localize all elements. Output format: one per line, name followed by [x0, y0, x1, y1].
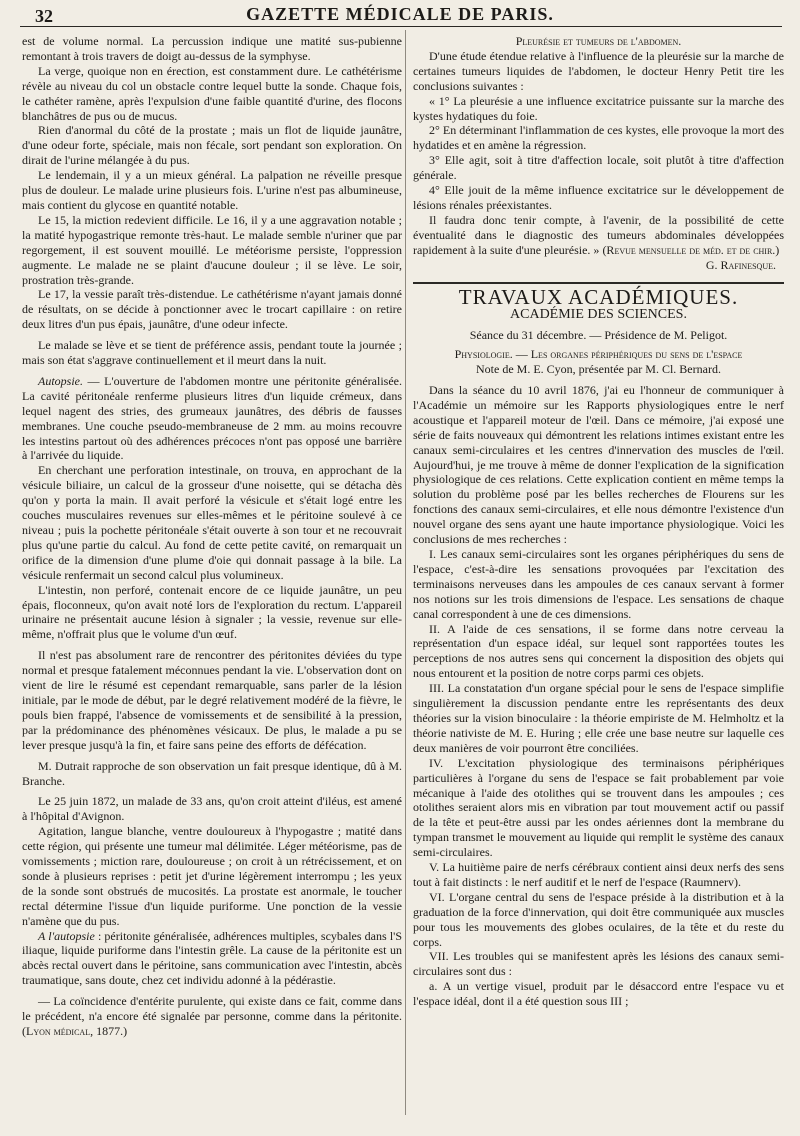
section-title: TRAVAUX ACADÉMIQUES. — [458, 284, 739, 309]
section-rule — [413, 282, 784, 284]
article-heading: Physiologie. — Les organes périphériques du sens de l'espace — [454, 347, 743, 362]
paragraph: Le 25 juin 1872, un malade de 33 ans, qu'on croit atteint d'iléus, est amené à l'hôpital d'Avignon. — [22, 794, 402, 824]
source-citation: (Revue mensuelle de méd. et de chir.) — [602, 242, 780, 257]
paragraph: I. Les canaux semi-circulaires sont les organes périphériques du sens de l'espace, c'est-à-dire les sensations provoquées par l'excitation des terminaisons nerveuses dans les ampoules de ces canaux servant à former nos notions sur les trois dimensions de l'espace. Les sensations de chaque canal correspondent à une de ces dimensions. — [413, 547, 784, 621]
source-citation: (Lyon médical, 1877.) — [22, 1024, 128, 1038]
paragraph: VII. Les troubles qui se manifestent après les lésions des canaux semi-circulaires sont dus : — [413, 949, 784, 979]
autopsie-text: — L'ouverture de l'abdomen montre une péritonite généralisée. La cavité péritonéale renferme plusieurs litres d'un liquide crémeux, dans lequel nagent des stries, des grumeaux jaunâtres, des débris de fausses membranes. Une couche pseudo-membraneuse de 2 mm. au moins recouvre les intestins partout où des adhérences précoces n'ont pas opposé une barrière à l'arrivée du liquide. — [22, 373, 402, 463]
paragraph: Le lendemain, il y a un mieux général. La palpation ne réveille presque plus de douleur. Le malade urine plusieurs fois. L'urine n'est pas albumineuse, mais contient du glycose en quantité notable. — [22, 168, 402, 212]
paragraph: M. Dutrait rapproche de son observation un fait presque identique, dû à M. Branche. — [22, 758, 402, 788]
paragraph: est de volume normal. La percussion indique une matité sus-pubienne remontant à trois travers de doigt au-dessus de la symphyse. — [22, 34, 402, 63]
paragraph: 4° Elle jouit de la même influence excitatrice sur le développement de lésions rénales préexistantes. — [413, 183, 784, 212]
paragraph: Le malade se lève et se tient de préférence assis, pendant toute la journée ; mais son état s'aggrave continuellement et il meurt dans la nuit. — [22, 338, 402, 368]
column-divider — [405, 30, 406, 1115]
paragraph: a. A un vertige visuel, produit par le désaccord entre l'espace vu et l'espace idéal, dont il a été question sous III ; — [413, 979, 784, 1009]
paragraph: D'une étude étendue relative à l'influence de la pleurésie sur la marche de certaines tumeurs liquides de l'abdomen, le docteur Henry Petit tire les conclusions suivantes : — [413, 48, 784, 93]
paragraph: 3° Elle agit, soit à titre d'affection locale, soit plutôt à titre d'affection générale. — [413, 153, 784, 183]
section-heading: Pleurésie et tumeurs de l'abdomen. — [515, 34, 682, 48]
paragraph: VI. L'organe central du sens de l'espace préside à la distribution et à la graduation de la force d'innervation, qui doit être communiquée aux muscles pour tous les mouvements des globes oculaires, de la tête et du reste du corps. — [413, 889, 784, 949]
signature: G. Rafinesque. — [705, 257, 776, 272]
left-column — [22, 34, 402, 1039]
paragraph: Dans la séance du 10 avril 1876, j'ai eu l'honneur de communiquer à l'Académie un mémoire sur les Rapports physiologiques entre le nerf acoustique et l'appareil moteur de l'œil. Dans ce mémoire, j'ai exposé une série de faits nouveaux qui démontrent les relations intimes existant entre les canaux semi-circulaires et les centres d'innervation des muscles de l'œil. Aujourd'hui, je me trouve à même de donner l'explication de la signification physiologique de ces relations. Cette explication contient en même temps la solution du problème posé par les belles recherches de Flourens sur les fonctions des canaux semi-circulaires, et elle nous démontre l'existence d'un nouvel organe des sens ayant une haute importance physiologique. Voici les conclusions de mes recherches : — [413, 383, 784, 547]
paragraph: — La coïncidence d'entérite purulente, qui existe dans ce fait, comme dans le précédent, n'a encore été signalée par personne, comme dans la péritonite. (Lyon médical, 1877.) — [22, 994, 402, 1038]
paragraph: Le 17, la vessie paraît très-distendue. Le cathétérisme n'ayant jamais donné de résultats, on se décide à ponctionner avec le trocart capillaire : on retire deux litres d'un pus épais, jaunâtre, d'une odeur infecte. — [22, 287, 402, 332]
paragraph: Rien d'anormal du côté de la prostate ; mais un flot de liquide jaunâtre, d'une odeur forte, spéciale, mais non fécale, sort pendant son exploration. On dirait de l'urine mélangée à du pus. — [22, 123, 402, 168]
paragraph: II. A l'aide de ces sensations, il se forme dans notre cerveau la représentation d'un espace idéal, sur lequel sont rapportées toutes les perceptions de nos autres sens qui concernent la disposition des objets qui nous entourent et la position de notre corps parmi ces objets. — [413, 621, 784, 681]
paragraph: IV. L'excitation physiologique des terminaisons périphériques particulières à l'organe du sens de l'espace se fait probablement par voie mécanique à l'aide des otolithes qui se trouvent dans les ampoules ; ces otolithes seraient alors mis en vibration par tout mouvement actif ou passif de la tête et peut-être aussi par les ondes aériennes dont la membrane du tympan transmet le mouvement au liquide qui remplit le système des canaux semi-circulaires. — [413, 755, 784, 860]
paragraph: Le 15, la miction redevient difficile. Le 16, il y a une aggravation notable ; la matité hypogastrique remonte très-haut. Le malade semble n'uriner que par regorgement, il est souvent mouillé. Le météorisme persiste, l'oppression augmente. Le malade ne se plaint d'aucune douleur ; il se lève. Le soir, prostration très-grande. — [22, 212, 402, 287]
paragraph: Il n'est pas absolument rare de rencontrer des péritonites déviées du type normal et presque fatalement méconnues pendant la vie. L'observation dont on vient de lire le résumé est cependant remarquable, sans parler de la lésion initiale, par le mode de début, par le degré relativement modéré de la fièvre, le pouls bien frappé, l'absence de vomissements et de sensibilité à la pression, par la prédominance des phénomènes vésicaux. De plus, le malade a pu se lever presque jusqu'à la fin, et faire sans peine des efforts de défécation. — [22, 648, 402, 752]
autopsie-text: : péritonite généralisée, adhérences multiples, scybales dans l'S iliaque, liquide puriforme dans l'intestin grêle. La cause de la péritonite est un abcès rectal ouvert dans le péritoine, sans communication avec l'intestin, abcès traumatique, sans doute, chez cet individu adonné à la pédérastie. — [22, 928, 402, 988]
paragraph: 2° En déterminant l'inflammation de ces kystes, elle provoque la mort des hydatides et en amène la régression. — [413, 123, 784, 153]
paragraph: Agitation, langue blanche, ventre douloureux à l'hypogastre ; matité dans cette région, qui présente une tumeur mal délimitée. Léger météorisme, pas de vomissements ; miction rare, douloureuse ; on croit à un rétrécissement, et on sonde à plusieurs reprises : petit jet d'urine légèrement interrompu ; les yeux de la sonde sont obstrués de mucosités. La prostate est anormale, le toucher rectal détermine l'issue d'un liquide puriforme. Une ponction de la vessie n'amène que du pus. — [22, 824, 402, 928]
subsection-title: ACADÉMIE DES SCIENCES. — [510, 307, 687, 323]
article-byline: Note de M. E. Cyon, présentée par M. Cl. Bernard. — [476, 362, 721, 377]
paragraph: En cherchant une perforation intestinale, on trouva, en approchant de la vésicule biliaire, un calcul de la grosseur d'une noisette, qui se détacha dès qu'on y porta la main. Il avait perforé la vésicule et s'était logé entre les couches musculaires revenues sur elles-mêmes et le péritoine soulevé à ce niveau ; puis la pochette péritonéale s'était ouverte à son tour et ne recouvrait plus qu'une partie du calcul. Au fond de cette petite cavité, on remarquait un orifice de la dimension d'une plume d'oie qui donnait passage à la bile. La vésicule renfermait un second calcul plus volumineux. — [22, 463, 402, 582]
session-line: Séance du 31 décembre. — Présidence de M. Peligot. — [469, 328, 728, 343]
paragraph: V. La huitième paire de nerfs cérébraux contient ainsi deux nerfs des sens tout à fait distincts : le nerf auditif et le nerf de l'espace (Raumnerv). — [413, 860, 784, 889]
journal-title: GAZETTE MÉDICALE DE PARIS. — [246, 4, 554, 24]
paragraph: La verge, quoique non en érection, est constamment dure. Le cathétérisme révèle au niveau du col un obstacle contre lequel butte la sonde. Chaque fois, le cathéter ramène, après l'expulsion d'une faible quantité d'urine, des flocons blanchâtres de pus ou de mucus. — [22, 63, 402, 123]
paragraph — [22, 929, 402, 989]
paragraph: « 1° La pleurésie a une influence excitatrice puissante sur la marche des kystes hydatiques du foie. — [413, 93, 784, 123]
autopsie-label: A l'autopsie — [38, 928, 95, 943]
paragraph: L'intestin, non perforé, contenait encore de ce liquide jaunâtre, un peu épais, floconneux, qu'on avait noté lors de l'exploration du rectum. L'appareil urinaire ne présentait aucune lésion à signaler ; la vessie, revenue sur elle-même, n'offrait plus que le volume d'un œuf. — [22, 582, 402, 642]
header-rule — [20, 26, 782, 27]
paragraph — [22, 374, 402, 463]
right-column — [413, 34, 784, 1009]
paragraph: Il faudra donc tenir compte, à l'avenir, de la possibilité de cette éventualité dans le diagnostic des tumeurs abdominales développées rapidement à la suite d'une pleurésie. » (Revue mensuelle de méd. et de chir.) — [413, 212, 784, 257]
paragraph: III. La constatation d'un organe spécial pour le sens de l'espace simplifie singulièrement la discussion pendante entre les représentants des deux théories sur la vision binoculaire : la théorie empiriste de M. Helmholtz et la théorie nativiste de M. E. Huring ; elle crée une base neutre sur laquelle ces deux manières de voir pourront être conciliées. — [413, 681, 784, 755]
autopsie-label: Autopsie. — [38, 373, 83, 388]
page-number: 32 — [35, 6, 53, 26]
page-header — [0, 0, 800, 26]
